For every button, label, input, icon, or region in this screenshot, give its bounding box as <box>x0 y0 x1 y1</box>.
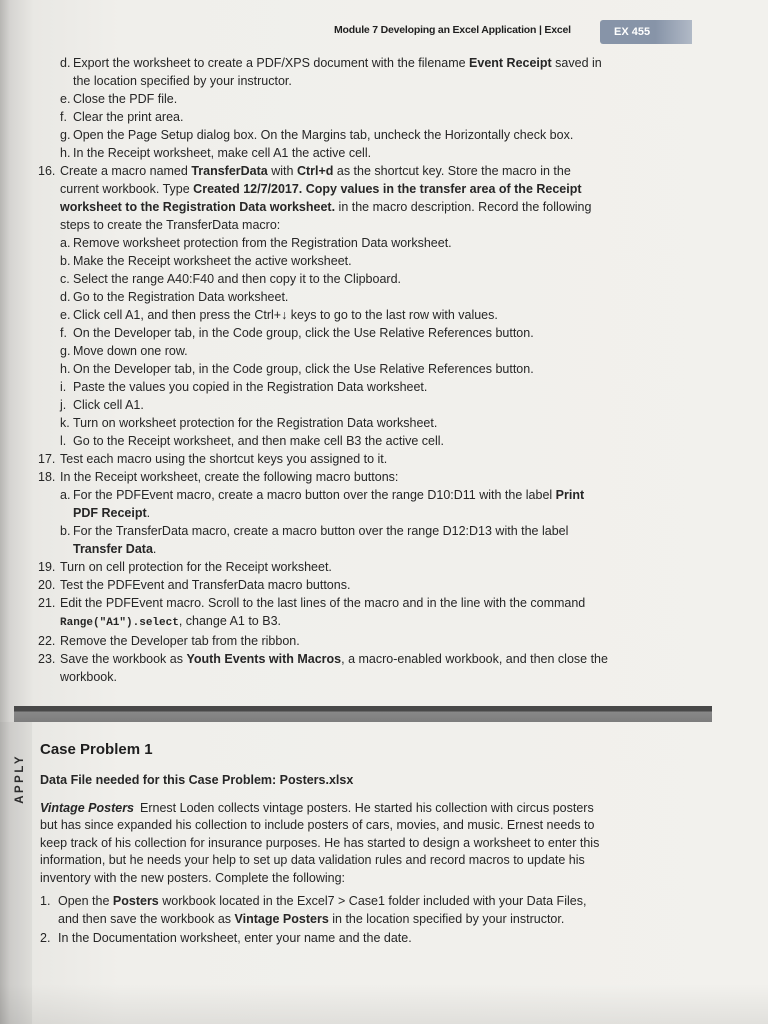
substep-label: d. <box>60 290 71 304</box>
step-23 <box>38 650 610 686</box>
bold-button-label: Transfer Data <box>73 542 153 556</box>
step-number: 16. <box>38 164 56 178</box>
text-run: Create a macro named <box>60 164 192 178</box>
substep-18a <box>60 486 610 522</box>
substep-18b <box>60 522 610 558</box>
step-number: 23. <box>38 652 56 666</box>
case-intro <box>40 800 606 888</box>
text-run: saved in the location specified by your instructor. <box>73 56 602 88</box>
substep-label: i. <box>60 380 67 394</box>
substep-16a <box>60 234 610 252</box>
photo-shadow <box>0 984 768 1024</box>
step-number: 19. <box>38 560 56 574</box>
step-text <box>58 893 606 928</box>
step-18-substeps <box>60 486 610 558</box>
step-16 <box>38 162 610 450</box>
step-text: Test each macro using the shortcut keys you assigned to it. <box>60 452 388 466</box>
substep-text: Click cell A1. <box>73 398 144 412</box>
substep-label: f. <box>60 110 67 124</box>
substep-text: Go to the Receipt worksheet, and then make cell B3 the active cell. <box>73 434 445 448</box>
substep-label: c. <box>60 272 70 286</box>
case-intro-text: Ernest Loden collects vintage posters. He started his collection with circus posters but has since expanded his collection to include posters of cars, movies, and music. Ernest needs to keep track of his collection for insurance purposes. He has started to design a worksheet to enter this information, but he needs your help to set up data validation rules and record macros to update his inventory with the new posters. Complete the following: <box>40 800 600 885</box>
running-title: Module 7 Developing an Excel Application | Excel <box>334 24 571 36</box>
text-run: as the shortcut key. Store the macro in the current workbook. Type <box>60 164 571 196</box>
substep-label: a. <box>60 488 71 502</box>
substep-text: Make the Receipt worksheet the active worksheet. <box>73 254 352 268</box>
substep-15h <box>60 144 610 162</box>
step-text: Test the PDFEvent and TransferData macro buttons. <box>60 578 351 592</box>
step-text <box>60 162 610 234</box>
step-18 <box>38 468 610 558</box>
substep-15e <box>60 90 610 108</box>
bold-workbook-name: Vintage Posters <box>234 911 329 926</box>
substep-label: e. <box>60 92 71 106</box>
case-intro-lead: Vintage Posters <box>40 800 135 815</box>
substep-16g <box>60 342 610 360</box>
case-problem-1 <box>14 740 606 948</box>
case-step-2 <box>40 930 606 948</box>
substep-16k <box>60 414 610 432</box>
substep-label: g. <box>60 344 71 358</box>
text-run: . <box>152 542 157 556</box>
substep-label: b. <box>60 524 71 538</box>
substep-16f <box>60 324 610 342</box>
substep-16l <box>60 432 610 450</box>
substep-text: Paste the values you copied in the Registration Data worksheet. <box>73 380 428 394</box>
step-text: In the Receipt worksheet, create the following macro buttons: <box>60 470 399 484</box>
step-number: 22. <box>38 634 56 648</box>
substep-16h <box>60 360 610 378</box>
apply-side-label: APPLY <box>14 754 26 804</box>
substep-16d <box>60 288 610 306</box>
substep-text: Select the range A40:F40 and then copy it to the Clipboard. <box>73 272 401 286</box>
substep-text: In the Receipt worksheet, make cell A1 the active cell. <box>73 146 372 160</box>
instruction-steps <box>38 0 610 686</box>
step-number: 1. <box>40 894 51 908</box>
substep-label: f. <box>60 326 67 340</box>
case-step-1 <box>40 893 606 928</box>
substep-16i <box>60 378 610 396</box>
step-text: Turn on cell protection for the Receipt worksheet. <box>60 560 332 574</box>
substep-text <box>73 522 610 558</box>
case-problem-title: Case Problem 1 <box>40 741 153 758</box>
substep-text: Clear the print area. <box>73 110 184 124</box>
substep-text: Open the Page Setup dialog box. On the Margins tab, uncheck the Horizontally check box. <box>73 128 574 142</box>
text-run: For the PDFEvent macro, create a macro button over the range D10:D11 with the label <box>73 488 556 502</box>
substep-label: a. <box>60 236 71 250</box>
substep-text: On the Developer tab, in the Code group, click the Use Relative References button. <box>73 362 534 376</box>
substep-16c <box>60 270 610 288</box>
step-text <box>60 594 610 632</box>
substep-label: j. <box>60 398 67 412</box>
step-number: 17. <box>38 452 56 466</box>
substep-label: g. <box>60 128 71 142</box>
substep-text: Turn on worksheet protection for the Registration Data worksheet. <box>73 416 438 430</box>
step-17 <box>38 450 610 468</box>
step-number: 2. <box>40 931 51 945</box>
text-run: . <box>146 506 151 520</box>
substep-text <box>73 54 610 90</box>
step-20 <box>38 576 610 594</box>
substep-label: l. <box>60 434 67 448</box>
substep-text: Close the PDF file. <box>73 92 178 106</box>
substep-label: h. <box>60 146 71 160</box>
text-run: Save the workbook as <box>60 652 187 666</box>
substep-text: Remove worksheet protection from the Registration Data worksheet. <box>73 236 452 250</box>
bold-description: Created 12/7/2017. Copy values in the transfer area of the Receipt worksheet to the Registration Data worksheet. <box>60 182 582 214</box>
step-19 <box>38 558 610 576</box>
step-number: 20. <box>38 578 56 592</box>
substep-text: Move down one row. <box>73 344 188 358</box>
substep-16j <box>60 396 610 414</box>
substep-15f <box>60 108 610 126</box>
text-run: with <box>267 164 297 178</box>
substep-text: Go to the Registration Data worksheet. <box>73 290 289 304</box>
code-snippet: Range("A1").select <box>60 617 179 629</box>
substep-text <box>73 486 610 522</box>
bold-filename: Event Receipt <box>469 56 552 70</box>
substep-label: e. <box>60 308 71 322</box>
text-run: in the location specified by your instructor. <box>328 911 565 926</box>
step-16-substeps <box>60 234 610 450</box>
text-run: For the TransferData macro, create a macro button over the range D12:D13 with the label <box>73 524 569 538</box>
step-21 <box>38 594 610 632</box>
substep-label: k. <box>60 416 70 430</box>
bold-shortcut: Ctrl+d <box>296 164 334 178</box>
bold-workbook-name: Posters <box>112 894 159 908</box>
text-run: in the macro description. Record the following steps to create the TransferData macro: <box>60 200 592 232</box>
bold-macro-name: TransferData <box>191 164 268 178</box>
section-divider-bar <box>14 706 712 722</box>
text-run: workbook located in the Excel7 > Case1 folder included with your Data Files, and then save the workbook as <box>58 894 587 926</box>
text-run: Open the <box>58 894 113 908</box>
step-15-continued-list <box>60 54 610 162</box>
bold-workbook-name: Youth Events with Macros <box>186 652 342 666</box>
text-run: Export the worksheet to create a PDF/XPS document with the filename <box>73 56 470 70</box>
substep-15d <box>60 54 610 90</box>
step-text <box>60 650 610 686</box>
step-22 <box>38 632 610 650</box>
page-number-tab: EX 455 <box>600 20 692 44</box>
step-text: In the Documentation worksheet, enter your name and the date. <box>58 931 412 945</box>
step-number: 18. <box>38 470 56 484</box>
data-file-line: Data File needed for this Case Problem: Posters.xlsx <box>40 773 354 787</box>
substep-label: b. <box>60 254 71 268</box>
substep-text: Click cell A1, and then press the Ctrl+↓ keys to go to the last row with values. <box>73 308 498 322</box>
substep-15g <box>60 126 610 144</box>
text-run: Edit the PDFEvent macro. Scroll to the last lines of the macro and in the line with the command <box>60 596 586 610</box>
text-run: , change A1 to B3. <box>178 614 281 628</box>
step-text: Remove the Developer tab from the ribbon. <box>60 634 300 648</box>
text-run: , a macro-enabled workbook, and then close the workbook. <box>60 652 608 684</box>
substep-text: On the Developer tab, in the Code group, click the Use Relative References button. <box>73 326 534 340</box>
substep-label: h. <box>60 362 71 376</box>
substep-16b <box>60 252 610 270</box>
substep-label: d. <box>60 56 71 70</box>
step-number: 21. <box>38 596 56 610</box>
bold-button-label: Print PDF Receipt <box>73 488 585 520</box>
substep-16e <box>60 306 610 324</box>
